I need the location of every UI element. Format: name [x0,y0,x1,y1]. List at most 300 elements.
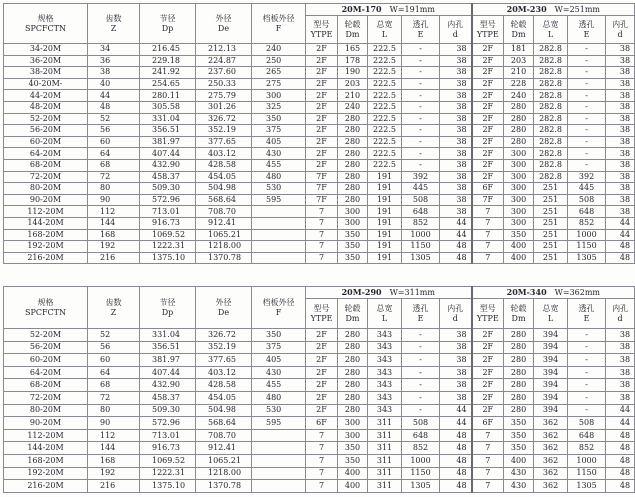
cell-length-a: 311 [368,417,402,430]
cell-size: 216-20M [4,252,88,264]
cell-length-a: 222.5 [368,90,402,102]
cell-teeth: 56 [88,125,140,137]
cell-size: 64-20M [4,366,88,379]
col-type-header: 型号 YTPE [306,299,338,329]
cell-bore-a: 48 [440,454,472,467]
cell-type-b: 7 [472,467,504,480]
cell-bore-hole-b: - [568,125,606,137]
cell-type-a: 2F [306,329,338,342]
cell-length-a: 222.5 [368,67,402,79]
cell-type-b: 2F [472,404,504,417]
cell-flange-dia: 350 [252,113,306,125]
cell-bore-hole-a: 1305 [402,480,440,493]
cell-pitch-dia: 1222.31 [140,241,196,253]
cell-outer-dia: 377.65 [196,354,252,367]
cell-length-b: 282.8 [534,148,568,160]
cell-bore-hole-b: - [568,78,606,90]
cell-outer-dia: 428.58 [196,159,252,171]
cell-bore-b: 38 [606,78,635,90]
cell-outer-dia: 708.70 [196,206,252,218]
cell-hub-b: 300 [504,171,534,183]
cell-bore-hole-a: - [402,44,440,56]
cell-flange-dia: 240 [252,44,306,56]
cell-length-b: 251 [534,183,568,195]
col-length-header: 总宽 L [534,16,568,44]
cell-length-a: 191 [368,194,402,206]
cell-type-b: 2F [472,341,504,354]
cell-pitch-dia: 1375.10 [140,252,196,264]
cell-length-b: 362 [534,454,568,467]
table-row [4,229,635,241]
cell-hub-a: 178 [338,55,368,67]
cell-flange-dia: 300 [252,90,306,102]
cell-type-a: 2F [306,113,338,125]
cell-length-b: 394 [534,404,568,417]
cell-bore-b: 38 [606,113,635,125]
cell-hub-a: 210 [338,90,368,102]
cell-type-b: 7 [472,454,504,467]
cell-length-b: 394 [534,391,568,404]
cell-pitch-dia: 572.96 [140,417,196,430]
cell-pitch-dia: 916.73 [140,217,196,229]
cell-teeth: 60 [88,354,140,367]
cell-pitch-dia: 216.45 [140,44,196,56]
cell-teeth: 52 [88,113,140,125]
cell-length-b: 394 [534,341,568,354]
cell-type-a: 7F [306,171,338,183]
cell-hub-a: 165 [338,44,368,56]
spec-table-1 [3,3,635,264]
cell-type-a: 2F [306,404,338,417]
cell-size: 52-20M [4,329,88,342]
table-row [4,101,635,113]
cell-outer-dia: 212.13 [196,44,252,56]
cell-hub-a: 280 [338,125,368,137]
cell-bore-hole-a: - [402,55,440,67]
cell-flange-dia [252,442,306,455]
cell-pitch-dia: 1375.10 [140,480,196,493]
cell-outer-dia: 912.41 [196,442,252,455]
cell-bore-hole-a: - [402,329,440,342]
cell-bore-b: 38 [606,125,635,137]
cell-hub-b: 430 [504,467,534,480]
cell-bore-hole-a: - [402,404,440,417]
cell-length-a: 343 [368,404,402,417]
cell-bore-hole-b: - [568,354,606,367]
cell-bore-a: 38 [440,329,472,342]
cell-length-a: 343 [368,379,402,392]
col-length-header: 总宽 L [368,16,402,44]
cell-pitch-dia: 713.01 [140,429,196,442]
cell-pitch-dia: 1069.52 [140,454,196,467]
cell-outer-dia: 1370.78 [196,252,252,264]
cell-flange-dia: 350 [252,329,306,342]
cell-teeth: 44 [88,90,140,102]
cell-size: 168-20M [4,229,88,241]
cell-flange-dia [252,217,306,229]
cell-bore-a: 38 [440,44,472,56]
table-row [4,78,635,90]
cell-length-b: 362 [534,480,568,493]
cell-bore-b: 38 [606,67,635,79]
cell-hub-a: 240 [338,101,368,113]
cell-hub-b: 400 [504,252,534,264]
cell-bore-hole-a: - [402,125,440,137]
table-row [4,159,635,171]
cell-length-b: 282.8 [534,67,568,79]
cell-hub-b: 280 [504,341,534,354]
cell-type-b: 6F [472,417,504,430]
cell-type-a: 7 [306,442,338,455]
cell-bore-hole-b: 1305 [568,252,606,264]
cell-type-b: 2F [472,55,504,67]
cell-bore-hole-a: 445 [402,183,440,195]
cell-type-b: 6F [472,183,504,195]
cell-outer-dia: 1218.00 [196,467,252,480]
cell-hub-b: 400 [504,454,534,467]
cell-hub-b: 203 [504,55,534,67]
cell-bore-hole-b: 508 [568,417,606,430]
cell-bore-hole-a: 852 [402,217,440,229]
cell-length-b: 362 [534,417,568,430]
cell-length-b: 394 [534,366,568,379]
cell-bore-b: 38 [606,354,635,367]
cell-bore-a: 38 [440,379,472,392]
cell-hub-a: 280 [338,148,368,160]
cell-teeth: 112 [88,206,140,218]
cell-bore-hole-a: - [402,101,440,113]
cell-bore-hole-a: - [402,379,440,392]
cell-type-a: 2F [306,101,338,113]
cell-bore-hole-b: 648 [568,206,606,218]
cell-size: 80-20M [4,183,88,195]
cell-type-b: 2F [472,136,504,148]
cell-size: 34-20M [4,44,88,56]
cell-type-b: 2F [472,171,504,183]
cell-size: 90-20M [4,194,88,206]
cell-hub-a: 280 [338,391,368,404]
cell-type-b: 2F [472,148,504,160]
cell-pitch-dia: 509.30 [140,183,196,195]
cell-type-b: 7 [472,217,504,229]
cell-bore-b: 38 [606,379,635,392]
cell-bore-b: 38 [606,194,635,206]
cell-bore-hole-b: - [568,329,606,342]
col-bore-header: 内孔 d [606,299,635,329]
cell-bore-b: 44 [606,217,635,229]
cell-size: 40-20M- [4,78,88,90]
group-b-header: 20M-230 W=251mm [472,4,635,16]
cell-pitch-dia: 458.37 [140,391,196,404]
cell-length-a: 311 [368,442,402,455]
cell-type-a: 7 [306,454,338,467]
cell-hub-a: 280 [338,341,368,354]
cell-length-b: 251 [534,194,568,206]
cell-bore-hole-a: 1305 [402,252,440,264]
cell-length-a: 222.5 [368,148,402,160]
cell-bore-b: 48 [606,252,635,264]
cell-bore-hole-b: 1000 [568,454,606,467]
spec-table-2 [3,286,635,493]
cell-length-b: 251 [534,229,568,241]
cell-flange-dia: 375 [252,341,306,354]
cell-hub-b: 350 [504,229,534,241]
cell-bore-b: 38 [606,148,635,160]
table-row [4,329,635,342]
cell-hub-a: 280 [338,194,368,206]
cell-length-a: 222.5 [368,55,402,67]
cell-size: 192-20M [4,241,88,253]
cell-bore-hole-a: - [402,136,440,148]
cell-flange-dia: 405 [252,136,306,148]
cell-type-a: 7 [306,480,338,493]
cell-outer-dia: 403.12 [196,148,252,160]
cell-bore-hole-b: 508 [568,194,606,206]
cell-flange-dia: 480 [252,171,306,183]
cell-bore-a: 48 [440,252,472,264]
table-row [4,194,635,206]
cell-type-a: 7 [306,229,338,241]
cell-flange-dia: 430 [252,148,306,160]
cell-size: 80-20M [4,404,88,417]
col-type-header: 型号 YTPE [306,16,338,44]
cell-bore-hole-b: - [568,379,606,392]
cell-type-a: 2F [306,90,338,102]
cell-type-a: 2F [306,125,338,137]
cell-length-b: 282.8 [534,44,568,56]
cell-bore-hole-a: 1000 [402,454,440,467]
cell-bore-a: 38 [440,354,472,367]
cell-outer-dia: 224.87 [196,55,252,67]
col-borehole-header: 透孔 E [568,299,606,329]
cell-flange-dia [252,229,306,241]
cell-flange-dia [252,206,306,218]
cell-flange-dia: 430 [252,366,306,379]
col-hub-header: 轮毂 Dm [504,299,534,329]
cell-length-b: 394 [534,329,568,342]
cell-outer-dia: 568.64 [196,194,252,206]
cell-flange-dia [252,480,306,493]
cell-outer-dia: 912.41 [196,217,252,229]
cell-type-a: 6F [306,417,338,430]
cell-bore-b: 38 [606,366,635,379]
cell-hub-a: 190 [338,67,368,79]
cell-hub-a: 300 [338,217,368,229]
cell-type-b: 2F [472,159,504,171]
table-row [4,379,635,392]
cell-hub-a: 350 [338,442,368,455]
cell-teeth: 40 [88,78,140,90]
cell-length-a: 311 [368,454,402,467]
table-row [4,454,635,467]
cell-bore-hole-a: - [402,391,440,404]
cell-size: 112-20M [4,206,88,218]
cell-type-b: 2F [472,44,504,56]
cell-teeth: 38 [88,67,140,79]
table-row [4,252,635,264]
cell-bore-hole-b: - [568,366,606,379]
col-bore-header: 内孔 d [440,16,472,44]
cell-type-b: 2F [472,101,504,113]
cell-bore-b: 48 [606,429,635,442]
table-row [4,148,635,160]
cell-bore-hole-a: 1150 [402,467,440,480]
cell-outer-dia: 708.70 [196,429,252,442]
cell-bore-hole-a: - [402,67,440,79]
cell-teeth: 90 [88,194,140,206]
cell-size: 72-20M [4,391,88,404]
cell-type-a: 2F [306,78,338,90]
cell-size: 44-20M [4,90,88,102]
cell-outer-dia: 1065.21 [196,229,252,241]
cell-bore-b: 38 [606,90,635,102]
cell-pitch-dia: 241.92 [140,67,196,79]
cell-length-b: 282.8 [534,125,568,137]
cell-flange-dia: 375 [252,125,306,137]
table-row [4,417,635,430]
cell-hub-b: 280 [504,366,534,379]
cell-pitch-dia: 432.90 [140,159,196,171]
cell-teeth: 56 [88,341,140,354]
cell-flange-dia: 265 [252,67,306,79]
cell-size: 144-20M [4,217,88,229]
table-row [4,429,635,442]
cell-hub-a: 350 [338,454,368,467]
cell-flange-dia: 530 [252,404,306,417]
cell-bore-hole-a: 392 [402,171,440,183]
table-row [4,206,635,218]
col-bore-header: 内孔 d [440,299,472,329]
cell-bore-a: 44 [440,217,472,229]
table-row [4,67,635,79]
cell-teeth: 90 [88,417,140,430]
cell-bore-b: 38 [606,159,635,171]
group-a-header: 20M-170 W=191mm [306,4,472,16]
group-b-header: 20M-340 W=362mm [472,287,635,299]
cell-length-a: 311 [368,429,402,442]
cell-type-b: 2F [472,90,504,102]
cell-type-a: 7F [306,194,338,206]
cell-outer-dia: 454.05 [196,171,252,183]
table-row [4,341,635,354]
cell-length-a: 311 [368,467,402,480]
cell-bore-a: 44 [440,417,472,430]
cell-type-b: 7 [472,206,504,218]
cell-bore-hole-a: 1150 [402,241,440,253]
cell-type-b: 7 [472,229,504,241]
cell-length-a: 222.5 [368,159,402,171]
cell-bore-b: 38 [606,341,635,354]
cell-length-b: 394 [534,379,568,392]
cell-bore-a: 48 [440,467,472,480]
cell-teeth: 192 [88,241,140,253]
col-hub-header: 轮毂 Dm [338,16,368,44]
cell-type-a: 2F [306,366,338,379]
cell-pitch-dia: 713.01 [140,206,196,218]
cell-bore-hole-a: - [402,341,440,354]
cell-teeth: 168 [88,229,140,241]
cell-length-b: 282.8 [534,55,568,67]
cell-hub-b: 350 [504,442,534,455]
cell-type-a: 2F [306,148,338,160]
cell-teeth: 60 [88,136,140,148]
cell-type-a: 2F [306,67,338,79]
cell-bore-b: 48 [606,480,635,493]
cell-type-a: 7F [306,183,338,195]
cell-bore-hole-a: - [402,90,440,102]
cell-length-a: 222.5 [368,113,402,125]
cell-outer-dia: 504.98 [196,183,252,195]
cell-pitch-dia: 407.44 [140,148,196,160]
cell-pitch-dia: 356.51 [140,341,196,354]
col-flange-header: 档板外径 F [252,287,306,329]
cell-outer-dia: 237.60 [196,67,252,79]
cell-bore-hole-a: 648 [402,206,440,218]
cell-length-b: 282.8 [534,171,568,183]
cell-type-b: 2F [472,329,504,342]
cell-bore-hole-b: 1150 [568,241,606,253]
cell-hub-b: 280 [504,379,534,392]
cell-hub-b: 300 [504,206,534,218]
cell-size: 60-20M [4,136,88,148]
cell-teeth: 216 [88,480,140,493]
cell-bore-hole-b: - [568,44,606,56]
col-pitch-header: 节径 Dp [140,287,196,329]
cell-length-b: 362 [534,429,568,442]
cell-flange-dia [252,429,306,442]
cell-size: 36-20M [4,55,88,67]
cell-length-b: 394 [534,354,568,367]
cell-length-b: 362 [534,442,568,455]
cell-hub-b: 300 [504,148,534,160]
cell-hub-a: 350 [338,252,368,264]
cell-bore-hole-b: - [568,159,606,171]
cell-hub-a: 300 [338,417,368,430]
cell-teeth: 80 [88,183,140,195]
cell-flange-dia: 595 [252,194,306,206]
cell-bore-b: 48 [606,454,635,467]
cell-type-a: 2F [306,159,338,171]
cell-pitch-dia: 1069.52 [140,229,196,241]
col-borehole-header: 透孔 E [402,16,440,44]
col-outer-header: 外径 De [196,4,252,44]
cell-bore-hole-b: 852 [568,442,606,455]
cell-hub-b: 280 [504,101,534,113]
cell-hub-b: 181 [504,44,534,56]
cell-hub-a: 350 [338,229,368,241]
cell-flange-dia: 595 [252,417,306,430]
cell-hub-a: 280 [338,404,368,417]
cell-bore-b: 38 [606,391,635,404]
cell-hub-b: 280 [504,113,534,125]
cell-hub-b: 350 [504,417,534,430]
cell-type-a: 2F [306,354,338,367]
table-row [4,44,635,56]
cell-bore-hole-a: 1000 [402,229,440,241]
cell-bore-b: 48 [606,442,635,455]
cell-bore-a: 44 [440,229,472,241]
col-pitch-header: 节径 Dp [140,4,196,44]
cell-bore-a: 38 [440,391,472,404]
cell-length-b: 282.8 [534,90,568,102]
cell-bore-hole-b: - [568,136,606,148]
cell-type-a: 7 [306,206,338,218]
cell-length-b: 251 [534,252,568,264]
cell-bore-a: 48 [440,429,472,442]
cell-type-b: 2F [472,366,504,379]
cell-hub-a: 280 [338,136,368,148]
cell-hub-a: 280 [338,113,368,125]
